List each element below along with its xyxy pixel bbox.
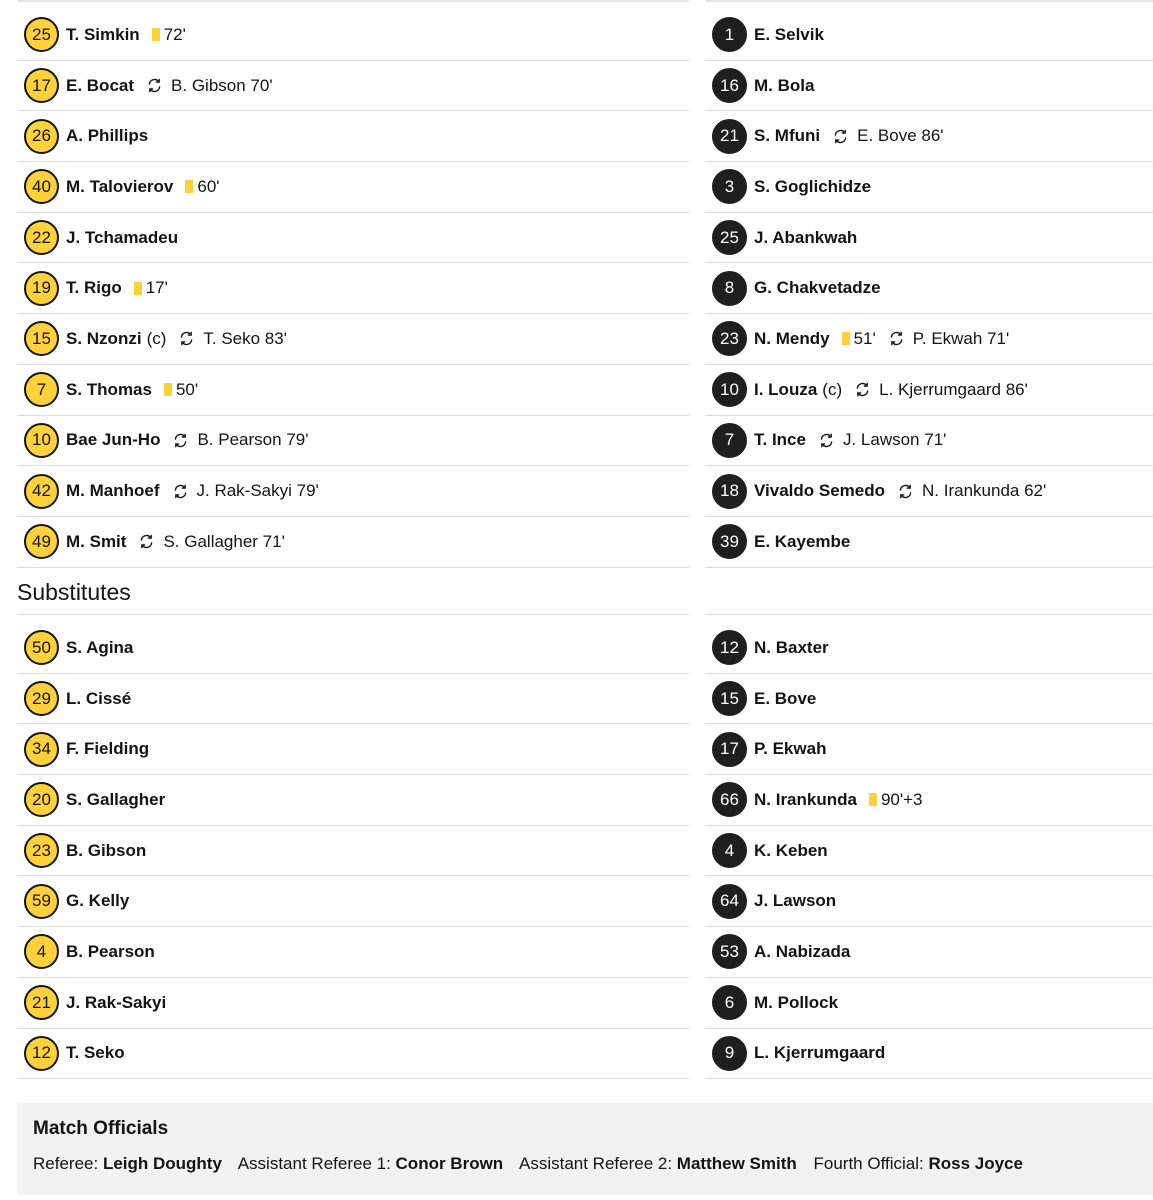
player-name: J. Lawson bbox=[754, 891, 837, 911]
event-text: P. Ekwah 71' bbox=[912, 328, 1010, 348]
yellow-card-icon bbox=[842, 332, 850, 345]
player-name: J. Tchamadeu bbox=[66, 227, 179, 247]
player-name: M. Manhoef bbox=[66, 481, 160, 501]
player-name: M. Pollock bbox=[754, 992, 839, 1012]
yellow-card-icon bbox=[152, 28, 160, 41]
away-starters-list bbox=[705, 10, 1153, 568]
yellow-card-icon bbox=[134, 282, 142, 295]
substitution-icon bbox=[897, 483, 914, 500]
shirt-number-badge: 59 bbox=[24, 884, 59, 919]
divider bbox=[705, 0, 1153, 2]
player-row bbox=[17, 314, 689, 365]
official-label: Fourth Official: bbox=[813, 1154, 924, 1173]
yellow-card-event bbox=[152, 25, 186, 45]
player-name: F. Fielding bbox=[66, 739, 150, 759]
player-name: B. Pearson bbox=[66, 941, 155, 961]
event-text: 51' bbox=[853, 328, 876, 348]
substitution-event bbox=[146, 76, 273, 96]
shirt-number-badge: 66 bbox=[712, 782, 747, 817]
player-row bbox=[705, 623, 1153, 674]
shirt-number-badge: 1 bbox=[712, 17, 747, 52]
player-row bbox=[705, 10, 1153, 61]
player-row bbox=[705, 775, 1153, 826]
shirt-number-badge: 15 bbox=[24, 321, 59, 356]
shirt-number-badge: 18 bbox=[712, 474, 747, 509]
player-name: S. Goglichidze bbox=[754, 176, 872, 196]
player-name: N. Irankunda bbox=[754, 789, 857, 809]
yellow-card-icon bbox=[185, 180, 193, 193]
shirt-number-badge: 21 bbox=[712, 119, 747, 154]
official-label: Referee: bbox=[33, 1154, 99, 1173]
shirt-number-badge: 15 bbox=[712, 681, 747, 716]
player-row bbox=[17, 365, 689, 416]
player-row bbox=[17, 162, 689, 213]
shirt-number-badge: 19 bbox=[24, 271, 59, 306]
player-name: S. Nzonzi bbox=[66, 328, 142, 348]
shirt-number-badge: 4 bbox=[24, 934, 59, 969]
event-text: N. Irankunda 62' bbox=[922, 481, 1047, 501]
player-name: E. Selvik bbox=[754, 24, 824, 44]
substitutes-heading: Substitutes bbox=[17, 579, 131, 605]
captain-label: (c) bbox=[146, 328, 167, 348]
player-name: T. Simkin bbox=[66, 24, 140, 44]
player-row bbox=[705, 876, 1153, 927]
event-text: 50' bbox=[175, 379, 199, 399]
official-label: Assistant Referee 2: bbox=[518, 1154, 673, 1173]
player-name: N. Mendy bbox=[754, 328, 830, 348]
player-name: A. Phillips bbox=[66, 126, 149, 146]
event-text: 90'+3 bbox=[880, 789, 923, 809]
player-row bbox=[17, 876, 689, 927]
player-row bbox=[705, 162, 1153, 213]
event-text: 72' bbox=[163, 24, 186, 44]
event-text: B. Gibson 70' bbox=[171, 75, 273, 95]
player-row bbox=[705, 674, 1153, 725]
player-row bbox=[17, 623, 689, 674]
player-name: N. Baxter bbox=[754, 637, 829, 657]
substitution-icon bbox=[178, 330, 195, 347]
yellow-card-event bbox=[869, 790, 923, 810]
player-row bbox=[705, 927, 1153, 978]
player-row bbox=[705, 263, 1153, 314]
player-row bbox=[705, 61, 1153, 112]
player-row bbox=[17, 674, 689, 725]
player-name: G. Chakvetadze bbox=[754, 278, 881, 298]
shirt-number-badge: 34 bbox=[24, 732, 59, 767]
player-name: M. Talovierov bbox=[66, 176, 174, 196]
shirt-number-badge: 49 bbox=[24, 524, 59, 559]
substitution-event bbox=[854, 380, 1028, 400]
event-text: B. Pearson 79' bbox=[197, 430, 309, 450]
event-text: J. Lawson 71' bbox=[842, 430, 947, 450]
away-substitutes-list bbox=[705, 623, 1153, 1079]
yellow-card-event bbox=[134, 278, 168, 298]
home-substitutes-list bbox=[17, 623, 689, 1079]
player-row bbox=[705, 517, 1153, 568]
player-row bbox=[17, 416, 689, 467]
player-name: M. Bola bbox=[754, 75, 815, 95]
shirt-number-badge: 25 bbox=[712, 220, 747, 255]
player-name: T. Seko bbox=[66, 1043, 125, 1063]
substitution-event bbox=[888, 329, 1010, 349]
substitution-event bbox=[172, 481, 319, 501]
player-row bbox=[705, 826, 1153, 877]
player-name: T. Rigo bbox=[66, 278, 122, 298]
player-row bbox=[705, 416, 1153, 467]
player-name: E. Bocat bbox=[66, 75, 135, 95]
player-row bbox=[17, 826, 689, 877]
shirt-number-badge: 7 bbox=[24, 372, 59, 407]
substitution-event bbox=[172, 430, 308, 450]
player-row bbox=[705, 111, 1153, 162]
shirt-number-badge: 42 bbox=[24, 474, 59, 509]
player-row bbox=[705, 1029, 1153, 1080]
player-name: M. Smit bbox=[66, 531, 127, 551]
shirt-number-badge: 17 bbox=[24, 68, 59, 103]
home-starters-list bbox=[17, 10, 689, 568]
shirt-number-badge: 23 bbox=[24, 833, 59, 868]
captain-label: (c) bbox=[822, 379, 843, 399]
substitution-event bbox=[138, 532, 284, 552]
substitution-event bbox=[897, 481, 1046, 501]
player-name: S. Gallagher bbox=[66, 789, 166, 809]
player-name: T. Ince bbox=[754, 430, 806, 450]
player-row bbox=[705, 213, 1153, 264]
player-name: P. Ekwah bbox=[754, 739, 827, 759]
player-row bbox=[705, 314, 1153, 365]
substitution-icon bbox=[172, 432, 189, 449]
player-row bbox=[17, 213, 689, 264]
shirt-number-badge: 10 bbox=[712, 372, 747, 407]
yellow-card-event bbox=[842, 329, 876, 349]
event-text: S. Gallagher 71' bbox=[163, 531, 285, 551]
player-row bbox=[17, 61, 689, 112]
shirt-number-badge: 21 bbox=[24, 985, 59, 1020]
player-row bbox=[17, 263, 689, 314]
player-row bbox=[17, 111, 689, 162]
event-text: L. Kjerrumgaard 86' bbox=[879, 379, 1028, 399]
substitution-icon bbox=[146, 77, 163, 94]
event-text: E. Bove 86' bbox=[857, 126, 944, 146]
yellow-card-icon bbox=[869, 793, 877, 806]
player-row bbox=[17, 466, 689, 517]
player-name: J. Abankwah bbox=[754, 227, 858, 247]
player-name: G. Kelly bbox=[66, 891, 130, 911]
player-name: S. Thomas bbox=[66, 379, 152, 399]
player-name: A. Nabizada bbox=[754, 941, 851, 961]
shirt-number-badge: 29 bbox=[24, 681, 59, 716]
substitution-icon bbox=[888, 330, 905, 347]
shirt-number-badge: 23 bbox=[712, 321, 747, 356]
event-text: 60' bbox=[197, 176, 220, 196]
shirt-number-badge: 8 bbox=[712, 271, 747, 306]
yellow-card-event bbox=[164, 380, 198, 400]
substitution-event bbox=[832, 126, 943, 146]
shirt-number-badge: 10 bbox=[24, 423, 59, 458]
official-name: Ross Joyce bbox=[928, 1154, 1023, 1173]
match-officials-title: Match Officials bbox=[33, 1118, 169, 1139]
shirt-number-badge: 20 bbox=[24, 782, 59, 817]
player-name: S. Mfuni bbox=[754, 126, 821, 146]
divider bbox=[705, 614, 1153, 615]
player-row bbox=[17, 1029, 689, 1080]
player-name: I. Louza bbox=[754, 379, 818, 399]
divider bbox=[17, 0, 689, 2]
event-text: T. Seko 83' bbox=[203, 328, 287, 348]
shirt-number-badge: 50 bbox=[24, 630, 59, 665]
shirt-number-badge: 9 bbox=[712, 1036, 747, 1071]
shirt-number-badge: 12 bbox=[24, 1036, 59, 1071]
shirt-number-badge: 25 bbox=[24, 17, 59, 52]
player-name: E. Kayembe bbox=[754, 531, 851, 551]
substitution-icon bbox=[172, 483, 189, 500]
shirt-number-badge: 53 bbox=[712, 934, 747, 969]
player-name: S. Agina bbox=[66, 637, 134, 657]
player-row bbox=[705, 724, 1153, 775]
official-name: Matthew Smith bbox=[676, 1154, 797, 1173]
event-text: 17' bbox=[145, 278, 168, 298]
substitution-icon bbox=[832, 128, 849, 145]
shirt-number-badge: 7 bbox=[712, 423, 747, 458]
shirt-number-badge: 17 bbox=[712, 732, 747, 767]
player-row bbox=[17, 978, 689, 1029]
player-name: Vivaldo Semedo bbox=[754, 481, 886, 501]
shirt-number-badge: 4 bbox=[712, 833, 747, 868]
shirt-number-badge: 40 bbox=[24, 169, 59, 204]
yellow-card-icon bbox=[164, 383, 172, 396]
player-row bbox=[705, 365, 1153, 416]
player-row bbox=[17, 517, 689, 568]
shirt-number-badge: 16 bbox=[712, 68, 747, 103]
yellow-card-event bbox=[185, 177, 219, 197]
substitution-icon bbox=[818, 432, 835, 449]
shirt-number-badge: 6 bbox=[712, 985, 747, 1020]
divider bbox=[17, 614, 689, 615]
player-row bbox=[17, 775, 689, 826]
official-label: Assistant Referee 1: bbox=[237, 1154, 391, 1173]
player-row bbox=[705, 466, 1153, 517]
player-name: K. Keben bbox=[754, 840, 828, 860]
substitution-event bbox=[818, 430, 946, 450]
substitution-icon bbox=[854, 381, 871, 398]
shirt-number-badge: 39 bbox=[712, 524, 747, 559]
player-name: J. Rak-Sakyi bbox=[66, 992, 167, 1012]
shirt-number-badge: 3 bbox=[712, 169, 747, 204]
shirt-number-badge: 26 bbox=[24, 119, 59, 154]
official-name: Leigh Doughty bbox=[102, 1154, 222, 1173]
player-name: L. Kjerrumgaard bbox=[754, 1043, 886, 1063]
player-name: L. Cissé bbox=[66, 688, 132, 708]
substitution-icon bbox=[138, 533, 155, 550]
substitution-event bbox=[178, 329, 287, 349]
match-officials-panel bbox=[17, 1103, 1153, 1195]
shirt-number-badge: 22 bbox=[24, 220, 59, 255]
official-name: Conor Brown bbox=[395, 1154, 504, 1173]
event-text: J. Rak-Sakyi 79' bbox=[196, 481, 319, 501]
shirt-number-badge: 12 bbox=[712, 630, 747, 665]
player-name: Bae Jun-Ho bbox=[66, 430, 161, 450]
player-name: E. Bove bbox=[754, 688, 817, 708]
shirt-number-badge: 64 bbox=[712, 884, 747, 919]
officials-line bbox=[33, 1154, 1137, 1174]
player-row bbox=[705, 978, 1153, 1029]
player-row bbox=[17, 724, 689, 775]
player-row bbox=[17, 10, 689, 61]
player-name: B. Gibson bbox=[66, 840, 147, 860]
player-row bbox=[17, 927, 689, 978]
